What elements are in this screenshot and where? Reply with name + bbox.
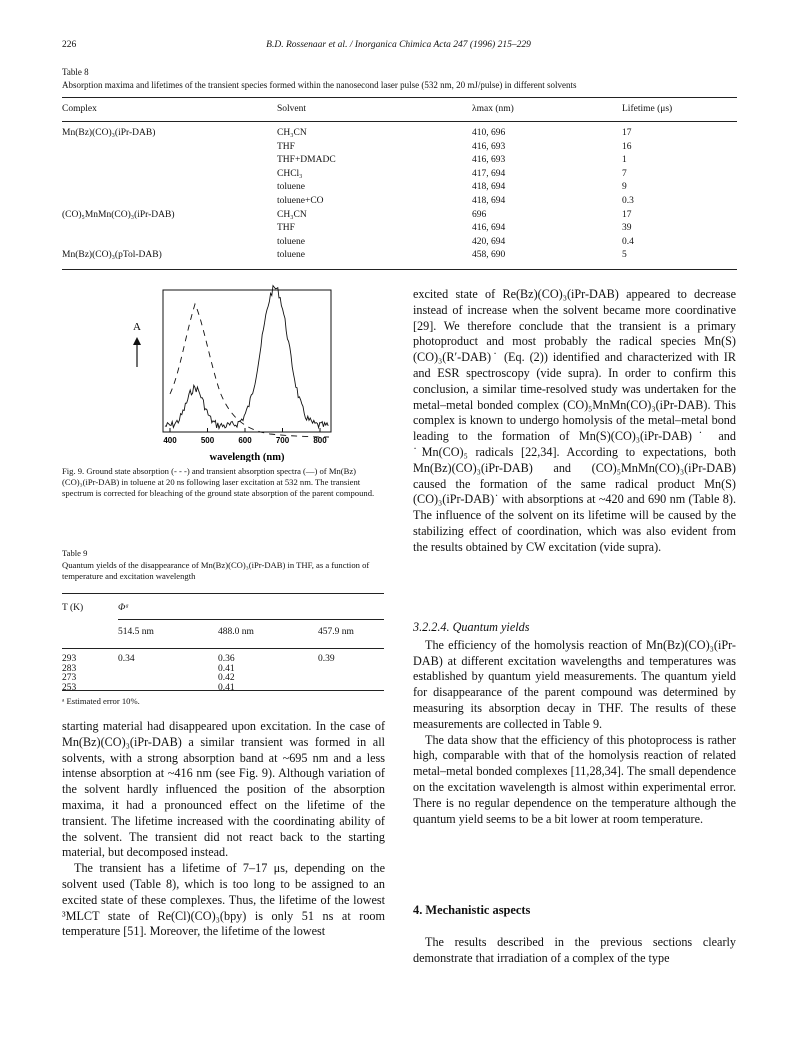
table8-header: Lifetime (μs) — [622, 104, 673, 114]
subsection-heading: 3.2.2.4. Quantum yields — [413, 620, 530, 634]
table8-cell: toluene+CO — [277, 196, 324, 206]
table8-row — [62, 142, 737, 154]
table9-subheader: 457.9 nm — [318, 627, 354, 637]
table8-cell: 410, 696 — [472, 128, 506, 138]
paragraph: The results described in the previous sections clearly demonstrate that irradiation of a complex of the type — [413, 935, 736, 965]
table8-label: Table 8 — [62, 67, 89, 77]
paragraph: starting material had disappeared upon excitation. In the case of Mn(Bz)(CO)₃(iPr-DAB) a similar transient was formed in all solvents, with a strong absorption band at ~695 nm and a less intense absorption at ~416 nm (see Fig. 9). Although variation of the solvent hardly influenced the position of the absorption maxima, it had a pronounced effect on the lifetime of the transient. The lifetime increased with the coordinating ability of the solvent. The transient did not react back to the starting material, but decomposed instead. — [62, 719, 385, 860]
figure-caption: Fig. 9. Ground state absorption (- - -) and transient absorption spectra (—) of Mn(Bz)(CO)₃(iPr-DAB) in toluene at 20 ns following laser excitation at 532 nm. The transient spectrum is corrected for bleaching of the ground state absorption of the parent compound. — [62, 466, 375, 498]
table8-row — [62, 196, 737, 208]
table8-header: λmax (nm) — [472, 104, 514, 114]
table8-header: Complex — [62, 104, 97, 114]
table9-row — [62, 683, 384, 695]
table9-top-rule — [62, 593, 384, 594]
plot-frame — [163, 290, 331, 432]
table8-row — [62, 237, 737, 249]
table9-cell: 0.42 — [218, 673, 235, 683]
table9-label: Table 9 — [62, 548, 88, 558]
table8-cell: 9 — [622, 182, 627, 193]
table8-cell: THF+DMADC — [277, 155, 336, 166]
table8-cell: (CO)₅MnMn(CO)₃(iPr-DAB) — [62, 209, 175, 220]
paragraph: The data show that the efficiency of this photoprocess is rather high, comparable with that of the homolysis reaction of related metal–metal bonded complexes [11,28,34]. The small dependence on the excitation wavelength is almost within experimental error. There is no regular dependence on the temperature although the quantum yield seems to be a bit lower at room temperature. — [413, 732, 736, 826]
table8-cell: 1 — [622, 155, 627, 166]
table8-header: Solvent — [277, 104, 307, 114]
quantum-yields-section — [413, 620, 736, 827]
page-number: 226 — [62, 40, 77, 50]
table9-cell: 0.36 — [218, 654, 235, 664]
table8-header-rule — [62, 121, 737, 122]
table8-cell: 7 — [622, 168, 627, 179]
table9-footnote: ᵃ Estimated error 10%. — [62, 696, 140, 706]
x-axis-label: wavelength (nm) — [209, 452, 285, 462]
table9-cell: 283 — [62, 663, 77, 674]
section-heading: 4. Mechanistic aspects — [413, 903, 531, 917]
table8-row — [62, 210, 737, 222]
table8-row — [62, 128, 737, 140]
table8-cell: 416, 693 — [472, 141, 506, 152]
right-column-text — [413, 287, 736, 556]
table8-cell: 417, 694 — [472, 168, 506, 179]
table9-subheader: 488.0 nm — [218, 627, 254, 637]
table8-cell: CH₃CN — [277, 209, 307, 220]
table8-cell: 16 — [622, 141, 632, 152]
table9-cell: 0.41 — [218, 682, 235, 693]
table8-cell: 416, 693 — [472, 155, 506, 166]
table8-cell: toluene — [277, 236, 305, 247]
running-head: B.D. Rossenaar et al. / Inorganica Chimica Acta 247 (1996) 215–229 — [266, 40, 531, 50]
table8-row — [62, 155, 737, 167]
table8-cell: Mn(Bz)(CO)₃(pTol-DAB) — [62, 250, 162, 261]
left-column-text — [62, 719, 385, 940]
table8-cell: 17 — [622, 209, 632, 220]
table8-cell: toluene — [277, 182, 305, 193]
table9-cell: 0.41 — [218, 663, 235, 674]
table8-cell: toluene — [277, 250, 305, 261]
figure-9-spectrum — [125, 282, 340, 462]
table8-row — [62, 223, 737, 235]
table8-cell: Mn(Bz)(CO)₃(iPr-DAB) — [62, 128, 156, 138]
table9-cell: 293 — [62, 654, 77, 664]
x-tick-label: 600 — [238, 436, 252, 445]
table9-caption — [62, 548, 384, 583]
table8-cell: 39 — [622, 223, 632, 234]
table8-cell: 17 — [622, 128, 632, 138]
table9-cell: 0.39 — [318, 654, 335, 664]
table8-header-row — [62, 104, 737, 116]
table8-row — [62, 250, 737, 262]
y-axis-arrow — [133, 337, 141, 367]
x-tick-label: 500 — [200, 436, 215, 445]
table8-caption-text: Absorption maxima and lifetimes of the transient species formed within the nanosecond laser pulse (532 nm, 20 mJ/pulse) in different solvents — [62, 80, 577, 90]
paragraph: The transient has a lifetime of 7–17 μs, depending on the solvent used (Table 8), which is too long to be assigned to an excited state of these complexes. Thus, the lifetime of the lowest ³MLCT state of Re(Cl)(CO)₃(bpy) is only 51 ns at room temperature [51]. Moreover, the lifetime of the lowest — [62, 861, 385, 939]
table8-cell: 418, 694 — [472, 196, 506, 206]
table8-cell: 420, 694 — [472, 236, 506, 247]
table9-caption-text: Quantum yields of the disappearance of Mn(Bz)(CO)₃(iPr-DAB) in THF, as a function of temperature and excitation wavelength — [62, 559, 370, 581]
x-tick-label: 800 — [313, 436, 327, 445]
paragraph: excited state of Re(Bz)(CO)₃(iPr-DAB) appeared to decrease instead of increase when the solvent became more coordinative [29]. We therefore conclude that the transient is a primary photoproduct and most probably the radical species Mn(S)(CO)₃(R′-DAB)˙ (Eq. (2)) identified and characterized with IR and ESR spectroscopy (vide supra). In order to confirm this conclusion, a similar time-resolved study was undertaken for the metal–metal bonded complex (CO)₅MnMn(CO)₃(iPr-DAB). This complex is known to undergo homolysis of the metal–metal bond leading to the formation of Mn(S)(CO)₃(iPr-DAB)˙ and ˙Mn(CO)₅ radicals [22,34]. According to expectations, both Mn(Bz)(CO)₃(iPr-DAB) and (CO)₅MnMn(CO)₃(iPr-DAB) caused the formation of the same radical product Mn(S)(CO)₃(iPr-DAB)˙ with absorptions at ~420 and 690 nm (Table 8). The influence of the solvent on its lifetime will be caused by the stabilizing effect of coordination, which was also evident from the results obtained by CW excitation (vide supra). — [413, 287, 736, 554]
mechanistic-text — [413, 935, 736, 967]
table8-cell: THF — [277, 141, 295, 152]
table8-bottom-rule — [62, 269, 737, 270]
table8-row — [62, 182, 737, 194]
table8-cell: 416, 694 — [472, 223, 506, 234]
table8-cell: 696 — [472, 209, 487, 220]
table8-cell: 0.3 — [622, 196, 634, 206]
table9-subheader: 514.5 nm — [118, 627, 154, 637]
table8-cell: CH₃CN — [277, 128, 307, 138]
table9-header-temp: T (K) — [62, 603, 84, 613]
x-tick-label: 400 — [163, 436, 177, 445]
table9-cell: 273 — [62, 673, 77, 683]
table8-top-rule — [62, 97, 737, 98]
table9-bottom-rule — [62, 690, 384, 691]
table8-cell: 5 — [622, 250, 627, 261]
table8-cell: CHCl₃ — [277, 168, 303, 179]
table9-header-rule — [62, 648, 384, 649]
y-axis-label: A — [133, 321, 141, 333]
paragraph: The efficiency of the homolysis reaction of Mn(Bz)(CO)₃(iPr-DAB) at different excitation wavelengths and temperatures was established by quantum yield measurements. The quantum yield for disappearance of the parent compound was determined by measuring its absorption decay in THF. The results of these measurements are collected in Table 9. — [413, 637, 736, 731]
table8-caption — [62, 66, 742, 92]
x-tick-label: 700 — [275, 436, 290, 445]
table9-header-phi: Φᵃ — [118, 603, 130, 613]
table8-cell: 458, 690 — [472, 250, 506, 261]
table8-row — [62, 169, 737, 181]
table8-cell: THF — [277, 223, 295, 234]
table9-span-rule — [118, 619, 384, 620]
table9-cell: 0.34 — [118, 654, 135, 664]
table8-cell: 0.4 — [622, 236, 634, 247]
transient-spectrum — [165, 286, 328, 429]
table8-cell: 418, 694 — [472, 182, 506, 193]
table9-cell: 253 — [62, 682, 77, 693]
